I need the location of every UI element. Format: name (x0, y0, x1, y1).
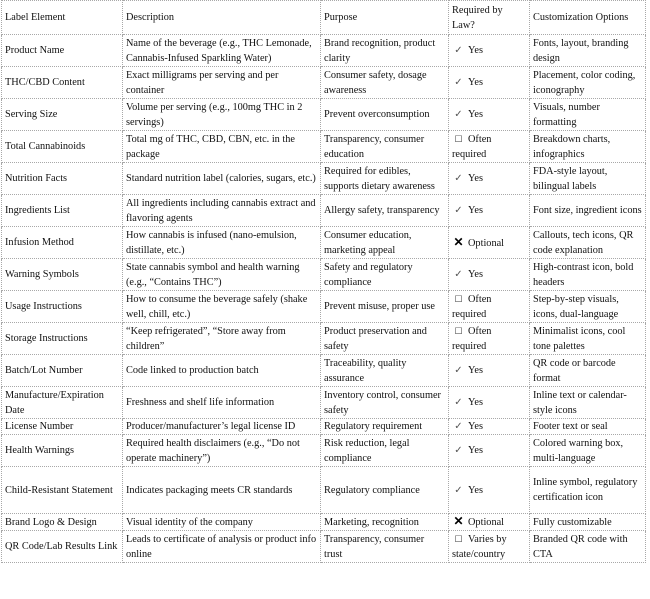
column-header-purpose: Purpose (321, 1, 449, 35)
cell-description: Indicates packaging meets CR standards (123, 467, 321, 514)
check-icon: ✓ (454, 365, 463, 376)
cell-customization: Inline text or calendar-style icons (530, 387, 646, 419)
cell-description: How to consume the beverage safely (shake well, chill, etc.) (123, 291, 321, 323)
cell-purpose: Transparency, consumer trust (321, 531, 449, 563)
cell-customization: Placement, color coding, iconography (530, 67, 646, 99)
cell-purpose: Safety and regulatory compliance (321, 259, 449, 291)
cell-label-element: License Number (2, 419, 123, 435)
table-row (2, 67, 646, 99)
check-icon: ✓ (454, 484, 463, 496)
table-row (2, 435, 646, 467)
cell-purpose: Allergy safety, transparency (321, 195, 449, 227)
label-elements-table (1, 0, 646, 563)
cell-label-element: Ingredients List (2, 195, 123, 227)
cell-customization: Fonts, layout, branding design (530, 35, 646, 67)
cell-required (449, 227, 530, 259)
cross-icon: ✕ (453, 514, 464, 528)
check-icon: ✓ (454, 421, 463, 432)
cell-required (449, 163, 530, 195)
cell-customization: Visuals, number formatting (530, 99, 646, 131)
required-text: Varies by state/country (452, 533, 507, 560)
cell-label-element: Health Warnings (2, 435, 123, 467)
cell-customization: High-contrast icon, bold headers (530, 259, 646, 291)
check-icon: ✓ (454, 205, 463, 216)
cell-label-element: Total Cannabinoids (2, 131, 123, 163)
required-text: Yes (468, 484, 483, 496)
check-icon: ✓ (454, 45, 463, 56)
cell-purpose: Prevent misuse, proper use (321, 291, 449, 323)
cell-label-element: Nutrition Facts (2, 163, 123, 195)
cell-description: Code linked to production batch (123, 355, 321, 387)
cell-required (449, 387, 530, 419)
cell-label-element: Product Name (2, 35, 123, 67)
cell-customization: Branded QR code with CTA (530, 531, 646, 563)
check-icon: ✓ (454, 397, 463, 408)
cell-description: “Keep refrigerated”, “Store away from children” (123, 323, 321, 355)
cell-required (449, 514, 530, 531)
required-text: Yes (468, 173, 483, 184)
required-text: Yes (468, 45, 483, 56)
cell-customization: Inline symbol, regulatory certification icon (530, 467, 646, 514)
cell-customization: Breakdown charts, infographics (530, 131, 646, 163)
cell-required (449, 467, 530, 514)
table-row (2, 163, 646, 195)
cross-icon: ✕ (453, 234, 464, 249)
required-text: Yes (468, 109, 483, 120)
cell-purpose: Transparency, consumer education (321, 131, 449, 163)
cell-purpose: Traceability, quality assurance (321, 355, 449, 387)
cell-label-element: Storage Instructions (2, 323, 123, 355)
cell-description: Name of the beverage (e.g., THC Lemonade, Cannabis-Infused Sparkling Water) (123, 35, 321, 67)
cell-description: All ingredients including cannabis extract and flavoring agents (123, 195, 321, 227)
checkbox-icon: ☐ (454, 533, 463, 544)
table-row (2, 291, 646, 323)
cell-label-element: Infusion Method (2, 227, 123, 259)
cell-required (449, 531, 530, 563)
cell-purpose: Risk reduction, legal compliance (321, 435, 449, 467)
table-row (2, 419, 646, 435)
cell-description: Producer/manufacturer’s legal license ID (123, 419, 321, 435)
cell-required (449, 99, 530, 131)
checkbox-icon: ☐ (454, 325, 463, 336)
check-icon: ✓ (454, 445, 463, 456)
cell-required (449, 67, 530, 99)
cell-label-element: THC/CBD Content (2, 67, 123, 99)
cell-customization: FDA-style layout, bilingual labels (530, 163, 646, 195)
cell-purpose: Regulatory requirement (321, 419, 449, 435)
required-text: Often required (452, 325, 492, 352)
checkbox-icon: ☐ (454, 293, 463, 304)
cell-description: Volume per serving (e.g., 100mg THC in 2 servings) (123, 99, 321, 131)
cell-customization: Footer text or seal (530, 419, 646, 435)
cell-purpose: Inventory control, consumer safety (321, 387, 449, 419)
header-row (2, 1, 646, 35)
required-text: Often required (452, 293, 492, 320)
cell-label-element: Manufacture/Expiration Date (2, 387, 123, 419)
cell-description: How cannabis is infused (nano-emulsion, distillate, etc.) (123, 227, 321, 259)
table-row (2, 131, 646, 163)
cell-customization: Font size, ingredient icons (530, 195, 646, 227)
cell-purpose: Brand recognition, product clarity (321, 35, 449, 67)
cell-label-element: QR Code/Lab Results Link (2, 531, 123, 563)
cell-customization: Callouts, tech icons, QR code explanation (530, 227, 646, 259)
table-row (2, 35, 646, 67)
table-row (2, 259, 646, 291)
cell-label-element: Child-Resistant Statement (2, 467, 123, 514)
cell-required (449, 419, 530, 435)
cell-required (449, 131, 530, 163)
table-row (2, 323, 646, 355)
cell-description: Freshness and shelf life information (123, 387, 321, 419)
cell-required (449, 435, 530, 467)
cell-required (449, 195, 530, 227)
cell-label-element: Warning Symbols (2, 259, 123, 291)
table-row (2, 531, 646, 563)
table-row (2, 514, 646, 531)
check-icon: ✓ (454, 77, 463, 88)
required-text: Yes (468, 77, 483, 88)
cell-purpose: Product preservation and safety (321, 323, 449, 355)
cell-required (449, 291, 530, 323)
cell-purpose: Prevent overconsumption (321, 99, 449, 131)
cell-customization: Fully customizable (530, 514, 646, 531)
cell-customization: QR code or barcode format (530, 355, 646, 387)
cell-required (449, 259, 530, 291)
cell-purpose: Required for edibles, supports dietary awareness (321, 163, 449, 195)
check-icon: ✓ (454, 269, 463, 280)
cell-description: Standard nutrition label (calories, sugars, etc.) (123, 163, 321, 195)
required-text: Yes (468, 269, 483, 280)
cell-label-element: Usage Instructions (2, 291, 123, 323)
cell-purpose: Marketing, recognition (321, 514, 449, 531)
cell-label-element: Batch/Lot Number (2, 355, 123, 387)
cell-customization: Colored warning box, multi-language (530, 435, 646, 467)
column-header-required-by-law: Required by Law? (449, 1, 530, 35)
required-text: Optional (468, 517, 505, 528)
check-icon: ✓ (454, 173, 463, 184)
cell-customization: Minimalist icons, cool tone palettes (530, 323, 646, 355)
cell-purpose: Consumer education, marketing appeal (321, 227, 449, 259)
required-text: Yes (468, 365, 483, 376)
required-text: Yes (468, 421, 483, 432)
check-icon: ✓ (454, 109, 463, 120)
cell-description: Visual identity of the company (123, 514, 321, 531)
cell-description: Exact milligrams per serving and per container (123, 67, 321, 99)
cell-description: Required health disclaimers (e.g., “Do not operate machinery”) (123, 435, 321, 467)
column-header-customization-options: Customization Options (530, 1, 646, 35)
table-row (2, 387, 646, 419)
cell-label-element: Serving Size (2, 99, 123, 131)
required-text: Yes (468, 205, 483, 216)
cell-required (449, 323, 530, 355)
cell-description: Total mg of THC, CBD, CBN, etc. in the package (123, 131, 321, 163)
cell-label-element: Brand Logo & Design (2, 514, 123, 531)
table-row (2, 355, 646, 387)
checkbox-icon: ☐ (454, 133, 463, 144)
cell-customization: Step-by-step visuals, icons, dual-language (530, 291, 646, 323)
cell-purpose: Consumer safety, dosage awareness (321, 67, 449, 99)
cell-required (449, 35, 530, 67)
table-row (2, 99, 646, 131)
required-text: Yes (468, 397, 483, 408)
required-text: Often required (452, 133, 492, 160)
required-text: Optional (468, 237, 505, 249)
cell-required (449, 355, 530, 387)
cell-description: State cannabis symbol and health warning (e.g., “Contains THC”) (123, 259, 321, 291)
table-row (2, 467, 646, 514)
required-text: Yes (468, 445, 483, 456)
column-header-label-element: Label Element (2, 1, 123, 35)
table-row (2, 195, 646, 227)
column-header-description: Description (123, 1, 321, 35)
table-row (2, 227, 646, 259)
cell-description: Leads to certificate of analysis or product info online (123, 531, 321, 563)
cell-purpose: Regulatory compliance (321, 467, 449, 514)
